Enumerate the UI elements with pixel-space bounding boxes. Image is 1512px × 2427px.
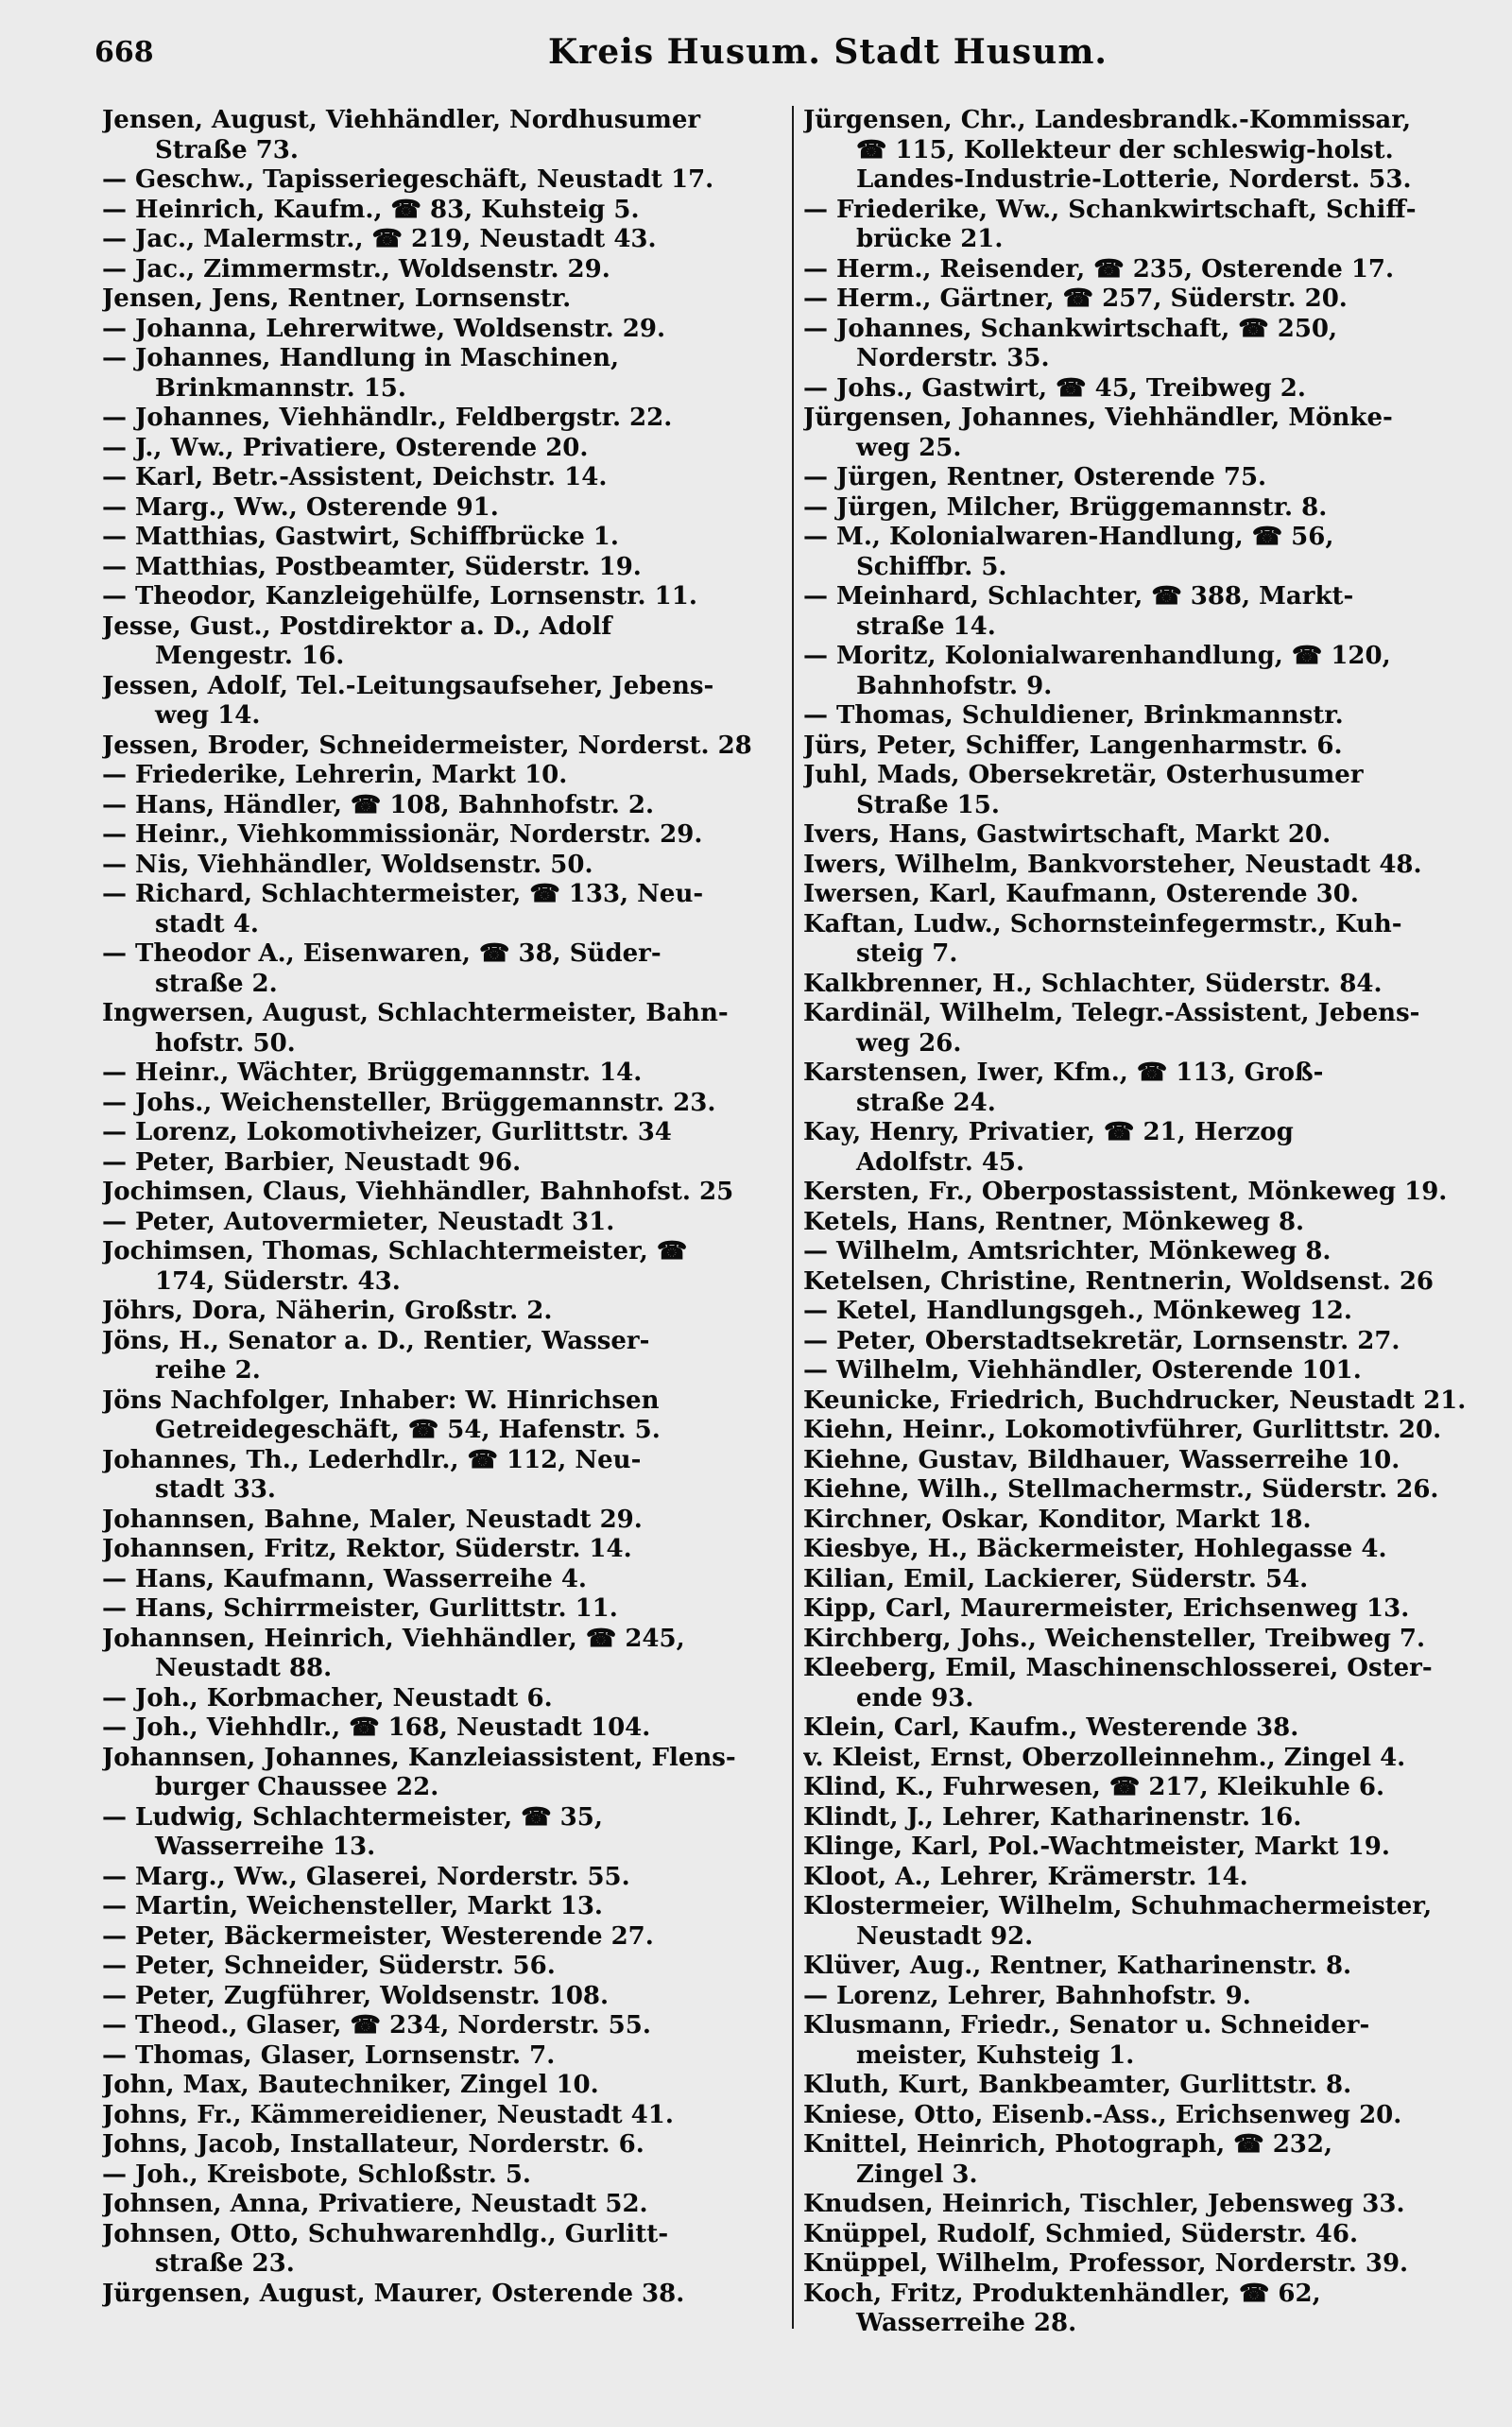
directory-line: — Jac., Malermstr., ☎ 219, Neustadt 43. (102, 225, 657, 253)
directory-line: — Matthias, Gastwirt, Schiffbrücke 1. (102, 523, 619, 551)
directory-line: — Johannes, Schankwirtschaft, ☎ 250, (803, 314, 1338, 343)
directory-line: Jessen, Broder, Schneidermeister, Norderst. 28 (102, 731, 752, 760)
directory-line: Johannsen, Johannes, Kanzleiassistent, Flens- (102, 1743, 736, 1772)
directory-line: — Hans, Händler, ☎ 108, Bahnhofstr. 2. (102, 790, 655, 819)
directory-line: Kilian, Emil, Lackierer, Süderstr. 54. (803, 1564, 1309, 1593)
directory-line: Kirchner, Oskar, Konditor, Markt 18. (803, 1505, 1312, 1534)
directory-line: Jochimsen, Claus, Viehhändler, Bahnhofst. 25 (102, 1178, 734, 1206)
directory-line: — Thomas, Glaser, Lornsenstr. 7. (102, 2040, 556, 2070)
directory-line: Johannsen, Fritz, Rektor, Süderstr. 14. (102, 1535, 632, 1563)
directory-line: stadt 4. (155, 909, 259, 938)
directory-line: Jensen, Jens, Rentner, Lornsenstr. (102, 284, 572, 313)
directory-line: Johannsen, Heinrich, Viehhändler, ☎ 245, (102, 1624, 685, 1653)
directory-line: Kniese, Otto, Eisenb.-Ass., Erichsenweg 20. (803, 2100, 1402, 2129)
directory-line: — J., Ww., Privatiere, Osterende 20. (102, 433, 589, 462)
directory-line: Jürgensen, August, Maurer, Osterende 38. (102, 2279, 685, 2308)
directory-line: — Johanna, Lehrerwitwe, Woldsenstr. 29. (102, 314, 666, 343)
page-header (94, 32, 1436, 89)
directory-line: Kardinäl, Wilhelm, Telegr.-Assistent, Jebens- (803, 999, 1420, 1027)
directory-line: Klüver, Aug., Rentner, Katharinenstr. 8. (803, 1952, 1352, 1980)
directory-line: weg 26. (856, 1028, 962, 1058)
page-title: Kreis Husum. Stadt Husum. (548, 32, 1108, 72)
directory-line: Mengestr. 16. (155, 642, 345, 670)
directory-line: — Theodor A., Eisenwaren, ☎ 38, Süder- (102, 939, 662, 968)
directory-line: Kipp, Carl, Maurermeister, Erichsenweg 13. (803, 1594, 1410, 1623)
directory-line: Ivers, Hans, Gastwirtschaft, Markt 20. (803, 820, 1332, 849)
directory-line: — Hans, Kaufmann, Wasserreihe 4. (102, 1564, 587, 1593)
directory-line: Jürgensen, Chr., Landesbrandk.-Kommissar, (803, 106, 1412, 134)
directory-line: Kloot, A., Lehrer, Krämerstr. 14. (803, 1862, 1248, 1891)
directory-line: Kay, Henry, Privatier, ☎ 21, Herzog (803, 1118, 1294, 1146)
directory-line: Koch, Fritz, Produktenhändler, ☎ 62, (803, 2279, 1321, 2308)
directory-line: Jöns Nachfolger, Inhaber: W. Hinrichsen (102, 1386, 660, 1415)
directory-line: ende 93. (856, 1683, 974, 1713)
directory-line: Schiffbr. 5. (856, 552, 1007, 581)
directory-line: Kaftan, Ludw., Schornsteinfegermstr., Kuh- (803, 909, 1402, 938)
directory-line: — Hans, Schirrmeister, Gurlittstr. 11. (102, 1594, 618, 1623)
directory-line: — Meinhard, Schlachter, ☎ 388, Markt- (803, 582, 1354, 611)
directory-line: — Marg., Ww., Glaserei, Norderstr. 55. (102, 1862, 630, 1891)
directory-line: — Ketel, Handlungsgeh., Mönkeweg 12. (803, 1297, 1352, 1325)
directory-line: — Richard, Schlachtermeister, ☎ 133, Neu- (102, 880, 704, 908)
directory-line: Neustadt 92. (856, 1921, 1034, 1951)
directory-line: Straße 73. (155, 135, 299, 164)
directory-line: — Joh., Viehhdlr., ☎ 168, Neustadt 104. (102, 1713, 651, 1742)
directory-line: Norderstr. 35. (856, 344, 1050, 372)
directory-line: — Marg., Ww., Osterende 91. (102, 492, 499, 522)
directory-line: — Herm., Reisender, ☎ 235, Osterende 17. (803, 254, 1395, 284)
left-column (102, 106, 773, 2309)
directory-line: straße 14. (856, 611, 996, 641)
directory-line: reihe 2. (155, 1356, 261, 1385)
directory-line: Knüppel, Wilhelm, Professor, Norderstr. 39. (803, 2249, 1409, 2278)
directory-line: Kluth, Kurt, Bankbeamter, Gurlittstr. 8. (803, 2071, 1352, 2099)
directory-line: — Karl, Betr.-Assistent, Deichstr. 14. (102, 463, 608, 491)
column-divider (792, 106, 794, 2329)
directory-line: — Peter, Barbier, Neustadt 96. (102, 1147, 522, 1177)
directory-line: Johns, Fr., Kämmereidiener, Neustadt 41. (102, 2100, 674, 2129)
directory-line: Wasserreihe 28. (856, 2309, 1077, 2337)
directory-line: — M., Kolonialwaren-Handlung, ☎ 56, (803, 523, 1334, 551)
directory-line: Kiehne, Gustav, Bildhauer, Wasserreihe 10. (803, 1445, 1400, 1474)
directory-line: Jöns, H., Senator a. D., Rentier, Wasser- (102, 1326, 650, 1355)
directory-line: Neustadt 88. (155, 1654, 333, 1682)
directory-line: straße 23. (155, 2249, 295, 2278)
directory-line: Getreidegeschäft, ☎ 54, Hafenstr. 5. (155, 1416, 661, 1444)
directory-line: Kiehn, Heinr., Lokomotivführer, Gurlittstr. 20. (803, 1416, 1442, 1444)
directory-line: — Johs., Weichensteller, Brüggemannstr. 23. (102, 1088, 716, 1117)
directory-line: — Johannes, Viehhändlr., Feldbergstr. 22. (102, 404, 673, 432)
directory-line: straße 24. (856, 1088, 996, 1117)
directory-line: Klein, Carl, Kaufm., Westerende 38. (803, 1713, 1299, 1742)
directory-line: Adolfstr. 45. (856, 1147, 1025, 1177)
directory-line: — Peter, Schneider, Süderstr. 56. (102, 1952, 556, 1980)
directory-line: — Johs., Gastwirt, ☎ 45, Treibweg 2. (803, 373, 1306, 403)
directory-line: Jessen, Adolf, Tel.-Leitungsaufseher, Jebens- (102, 671, 714, 700)
directory-line: burger Chaussee 22. (155, 1773, 439, 1801)
directory-line: Wasserreihe 13. (155, 1833, 376, 1861)
directory-line: — Theodor, Kanzleigehülfe, Lornsenstr. 11. (102, 582, 697, 611)
directory-line: Klostermeier, Wilhelm, Schuhmachermeister, (803, 1892, 1433, 1920)
directory-line: Kalkbrenner, H., Schlachter, Süderstr. 84. (803, 969, 1383, 998)
directory-line: John, Max, Bautechniker, Zingel 10. (102, 2071, 599, 2099)
directory-line: — Geschw., Tapisseriegeschäft, Neustadt 17. (102, 165, 714, 194)
directory-line: Straße 15. (856, 790, 1000, 819)
directory-line: — Wilhelm, Viehhändler, Osterende 101. (803, 1356, 1362, 1385)
directory-line: weg 14. (155, 701, 261, 730)
directory-line: Karstensen, Iwer, Kfm., ☎ 113, Groß- (803, 1059, 1324, 1087)
directory-line: Kersten, Fr., Oberpostassistent, Mönkeweg 19. (803, 1178, 1448, 1206)
directory-line: — Lorenz, Lehrer, Bahnhofstr. 9. (803, 1981, 1251, 2010)
directory-line: Kiesbye, H., Bäckermeister, Hohlegasse 4. (803, 1535, 1387, 1563)
directory-line: Klindt, J., Lehrer, Katharinenstr. 16. (803, 1802, 1302, 1832)
directory-line: Ketels, Hans, Rentner, Mönkeweg 8. (803, 1207, 1305, 1236)
directory-line: hofstr. 50. (155, 1028, 296, 1058)
directory-line: Johns, Jacob, Installateur, Norderstr. 6. (102, 2130, 644, 2159)
directory-line: meister, Kuhsteig 1. (856, 2040, 1135, 2070)
directory-line: Jürs, Peter, Schiffer, Langenharmstr. 6. (803, 731, 1343, 760)
directory-line: — Peter, Zugführer, Woldsenstr. 108. (102, 1981, 610, 2010)
directory-line: Johannes, Th., Lederhdlr., ☎ 112, Neu- (102, 1445, 642, 1474)
directory-line: Johnsen, Otto, Schuhwarenhdlg., Gurlitt- (102, 2219, 669, 2248)
directory-line: Klusmann, Friedr., Senator u. Schneider- (803, 2011, 1370, 2040)
directory-line: Johnsen, Anna, Privatiere, Neustadt 52. (102, 2190, 648, 2218)
directory-line: Kiehne, Wilh., Stellmachermstr., Süderstr. 26. (803, 1475, 1439, 1504)
directory-line: Kirchberg, Johs., Weichensteller, Treibweg 7. (803, 1624, 1426, 1653)
directory-line: — Herm., Gärtner, ☎ 257, Süderstr. 20. (803, 284, 1348, 313)
directory-line: — Heinrich, Kaufm., ☎ 83, Kuhsteig 5. (102, 195, 640, 224)
directory-line: Bahnhofstr. 9. (856, 671, 1053, 700)
directory-line: Klind, K., Fuhrwesen, ☎ 217, Kleikuhle 6. (803, 1773, 1385, 1801)
directory-line: Johannsen, Bahne, Maler, Neustadt 29. (102, 1505, 643, 1534)
directory-line: — Jürgen, Rentner, Osterende 75. (803, 463, 1267, 491)
directory-line: — Wilhelm, Amtsrichter, Mönkeweg 8. (803, 1237, 1332, 1265)
directory-line: Klinge, Karl, Pol.-Wachtmeister, Markt 19. (803, 1833, 1390, 1861)
directory-line: weg 25. (856, 433, 962, 462)
directory-line: — Martin, Weichensteller, Markt 13. (102, 1892, 603, 1920)
directory-line: Jöhrs, Dora, Näherin, Großstr. 2. (102, 1297, 553, 1325)
directory-line: — Lorenz, Lokomotivheizer, Gurlittstr. 34 (102, 1118, 672, 1146)
right-column (803, 106, 1474, 2339)
directory-line: steig 7. (856, 939, 958, 968)
directory-line: v. Kleist, Ernst, Oberzolleinnehm., Zingel 4. (803, 1743, 1406, 1772)
directory-line: straße 2. (155, 969, 278, 998)
directory-line: ☎ 115, Kollekteur der schleswig-holst. (856, 135, 1394, 164)
directory-line: Iwers, Wilhelm, Bankvorsteher, Neustadt 48. (803, 850, 1422, 879)
directory-line: Landes-Industrie-Lotterie, Norderst. 53. (856, 165, 1412, 194)
directory-line: — Peter, Oberstadtsekretär, Lornsenstr. 27. (803, 1326, 1400, 1355)
directory-line: stadt 33. (155, 1475, 276, 1504)
directory-line: Jensen, August, Viehhändler, Nordhusumer (102, 106, 701, 134)
directory-line: — Jürgen, Milcher, Brüggemannstr. 8. (803, 492, 1328, 522)
page-number: 668 (94, 36, 154, 69)
directory-line: 174, Süderstr. 43. (155, 1266, 401, 1296)
directory-line: — Peter, Bäckermeister, Westerende 27. (102, 1921, 654, 1951)
directory-line: Knudsen, Heinrich, Tischler, Jebensweg 33. (803, 2190, 1405, 2218)
directory-line: Zingel 3. (856, 2160, 978, 2189)
directory-line: — Joh., Kreisbote, Schloßstr. 5. (102, 2160, 531, 2189)
directory-line: — Friederike, Ww., Schankwirtschaft, Schiff- (803, 195, 1417, 224)
directory-line: — Thomas, Schuldiener, Brinkmannstr. (803, 701, 1344, 730)
directory-line: — Heinr., Wächter, Brüggemannstr. 14. (102, 1059, 643, 1087)
directory-line: Brinkmannstr. 15. (155, 373, 406, 403)
directory-line: Jochimsen, Thomas, Schlachtermeister, ☎ (102, 1237, 688, 1265)
directory-line: — Theod., Glaser, ☎ 234, Norderstr. 55. (102, 2011, 651, 2040)
directory-line: — Matthias, Postbeamter, Süderstr. 19. (102, 552, 642, 581)
directory-line: — Johannes, Handlung in Maschinen, (102, 344, 620, 372)
directory-line: — Joh., Korbmacher, Neustadt 6. (102, 1683, 553, 1713)
directory-line: — Jac., Zimmermstr., Woldsenstr. 29. (102, 254, 610, 284)
directory-line: Juhl, Mads, Obersekretär, Osterhusumer (803, 761, 1364, 789)
directory-line: — Peter, Autovermieter, Neustadt 31. (102, 1207, 615, 1236)
directory-line: — Heinr., Viehkommissionär, Norderstr. 29. (102, 820, 703, 849)
directory-line: Ingwersen, August, Schlachtermeister, Bahn- (102, 999, 729, 1027)
directory-line: Jesse, Gust., Postdirektor a. D., Adolf (102, 611, 612, 641)
directory-line: — Friederike, Lehrerin, Markt 10. (102, 761, 568, 789)
directory-line: Keunicke, Friedrich, Buchdrucker, Neustadt 21. (803, 1386, 1467, 1415)
directory-line: brücke 21. (856, 225, 1004, 253)
directory-line: Knittel, Heinrich, Photograph, ☎ 232, (803, 2130, 1333, 2159)
directory-line: Ketelsen, Christine, Rentnerin, Woldsenst. 26 (803, 1266, 1435, 1296)
directory-line: Iwersen, Karl, Kaufmann, Osterende 30. (803, 880, 1359, 908)
directory-line: Kleeberg, Emil, Maschinenschlosserei, Oster- (803, 1654, 1433, 1682)
directory-line: — Nis, Viehhändler, Woldsenstr. 50. (102, 850, 593, 879)
directory-line: — Ludwig, Schlachtermeister, ☎ 35, (102, 1802, 603, 1832)
directory-line: Knüppel, Rudolf, Schmied, Süderstr. 46. (803, 2219, 1359, 2248)
directory-line: Jürgensen, Johannes, Viehhändler, Mönke- (803, 404, 1393, 432)
directory-line: — Moritz, Kolonialwarenhandlung, ☎ 120, (803, 642, 1391, 670)
